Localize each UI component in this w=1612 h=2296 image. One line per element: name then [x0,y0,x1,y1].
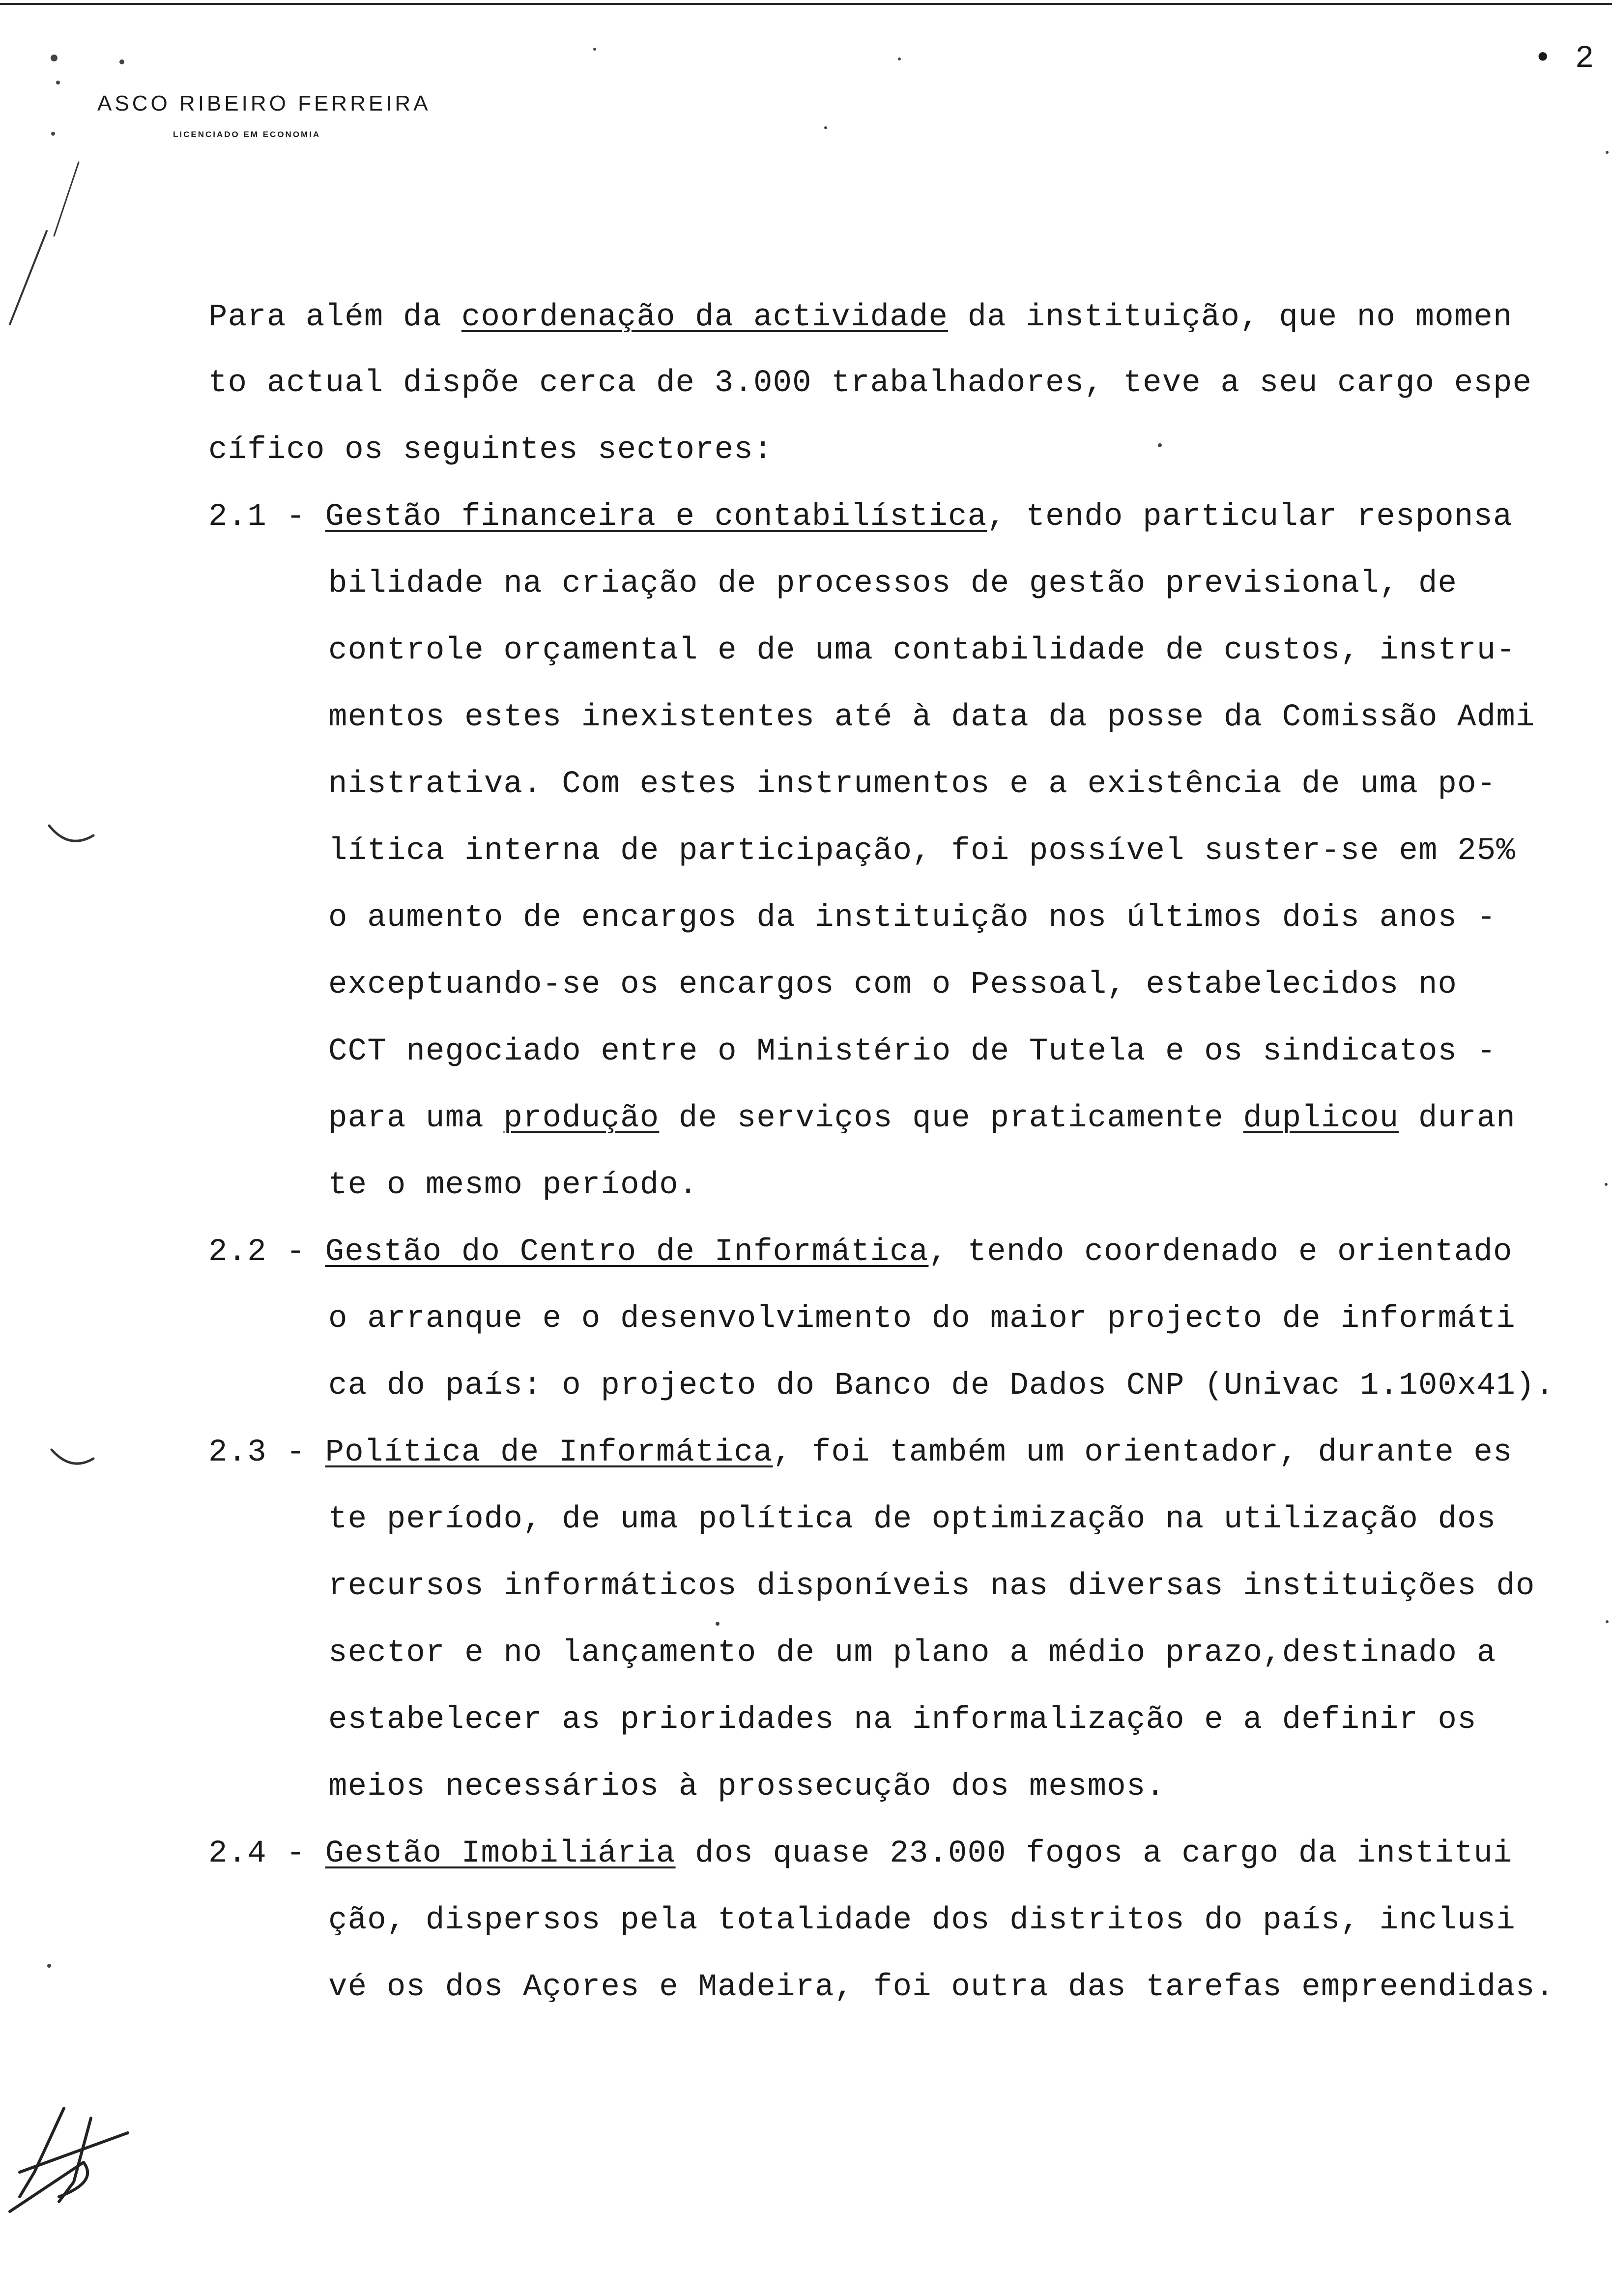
text-segment: o arranque e o desenvolvimento do maior projecto de informáti [328,1301,1516,1337]
text-segment: ção, dispersos pela totalidade dos distritos do país, inclusi [328,1903,1516,1938]
section-heading-line [208,1834,1513,1873]
text-line [328,898,1496,938]
text-line [328,1299,1516,1339]
text-line [328,698,1535,737]
text-segment: lítica interna de participação, foi possível suster-se em 25% [328,833,1516,869]
section-number: 2.2 - [208,1234,325,1270]
text-line [328,765,1496,804]
text-segment: da instituição, que no momen [948,300,1513,335]
section-number: 2.4 - [208,1836,325,1871]
punch-hole-arc [52,1450,93,1464]
text-line [328,965,1457,1004]
text-segment: Para além da [208,300,461,335]
text-segment: recursos informáticos disponíveis nas diversas instituições do [328,1569,1535,1604]
section-title: Gestão Imobiliária [325,1836,676,1871]
text-segment: o aumento de encargos da instituição nos últimos dois anos - [328,900,1497,936]
section-number: 2.1 - [208,499,325,535]
underlined-phrase: coordenação da actividade [461,300,949,335]
section-number: 2.3 - [208,1435,325,1470]
text-segment: sector e no lançamento de um plano a médio prazo,destinado a [328,1636,1497,1671]
text-segment: mentos estes inexistentes até à data da posse da Comissão Admi [328,700,1535,735]
text-line [328,1032,1496,1071]
text-segment: te o mesmo período. [328,1168,698,1203]
text-segment: controle orçamental e de uma contabilidade de custos, instru- [328,633,1516,668]
text-line [328,1901,1516,1940]
text-line [328,1500,1496,1539]
margin-pen-stroke [10,231,47,324]
section-title: Política de Informática [325,1435,773,1470]
text-segment: , foi também um orientador, durante es [773,1435,1513,1470]
text-segment: vé os dos Açores e Madeira, foi outra das tarefas empreendidas. [328,1970,1555,2005]
page-number: • 2 [1533,41,1596,77]
text-segment: exceptuando-se os encargos com o Pessoal, estabelecidos no [328,967,1458,1003]
text-segment: de serviços que praticamente [659,1101,1243,1136]
text-segment: meios necessários à prossecução dos mesmos. [328,1769,1166,1805]
text-segment: estabelecer as prioridades na informalização e a definir os [328,1702,1477,1738]
underlined-word: duplicou [1243,1101,1399,1136]
punch-hole-arc [49,826,93,841]
section-heading-line [208,1433,1513,1472]
text-segment: , tendo particular responsa [987,499,1513,535]
text-segment: bilidade na criação de processos de gestão previsional, de [328,566,1458,602]
text-line [328,631,1516,670]
text-line [328,1166,698,1205]
text-line [328,1968,1554,2007]
text-segment: , tendo coordenado e orientado [928,1234,1513,1270]
text-segment: to actual dispõe cerca de 3.000 trabalhadores, teve a seu cargo espe [208,366,1532,401]
text-line [208,298,1555,337]
section-heading-line [208,1233,1513,1272]
text-line [208,430,773,470]
letterhead-subtitle: LICENCIADO EM ECONOMIA [173,130,321,139]
text-line [328,1700,1477,1740]
text-segment: duran [1399,1101,1516,1136]
text-segment: CCT negociado entre o Ministério de Tutela e os sindicatos - [328,1034,1497,1069]
text-line [328,1634,1496,1673]
text-segment: cífico os seguintes sectores: [208,432,773,468]
section-title: Gestão financeira e contabilística [325,499,987,535]
text-line [328,1567,1535,1606]
text-segment: ca do país: o projecto do Banco de Dados CNP (Univac 1.100x41). [328,1368,1555,1404]
text-line [328,1366,1554,1406]
text-segment: te período, de uma política de optimização na utilização dos [328,1502,1497,1537]
text-segment: para uma [328,1101,504,1136]
margin-pen-stroke [54,162,79,236]
left-margin-marks [10,162,93,1464]
signature-initials [10,2108,128,2211]
text-segment: nistrativa. Com estes instrumentos e a existência de uma po- [328,767,1497,802]
text-segment: dos quase 23.000 fogos a cargo da institui [675,1836,1513,1871]
text-line [208,364,1532,403]
letterhead-name: ASCO RIBEIRO FERREIRA [97,91,431,115]
section-heading-line [208,497,1513,537]
text-line [328,832,1516,871]
text-line [328,1099,1516,1138]
text-line [328,564,1457,603]
section-title: Gestão do Centro de Informática [325,1234,929,1270]
underlined-word: produção [503,1101,660,1136]
top-rule [0,3,1612,5]
text-line [328,1767,1165,1807]
